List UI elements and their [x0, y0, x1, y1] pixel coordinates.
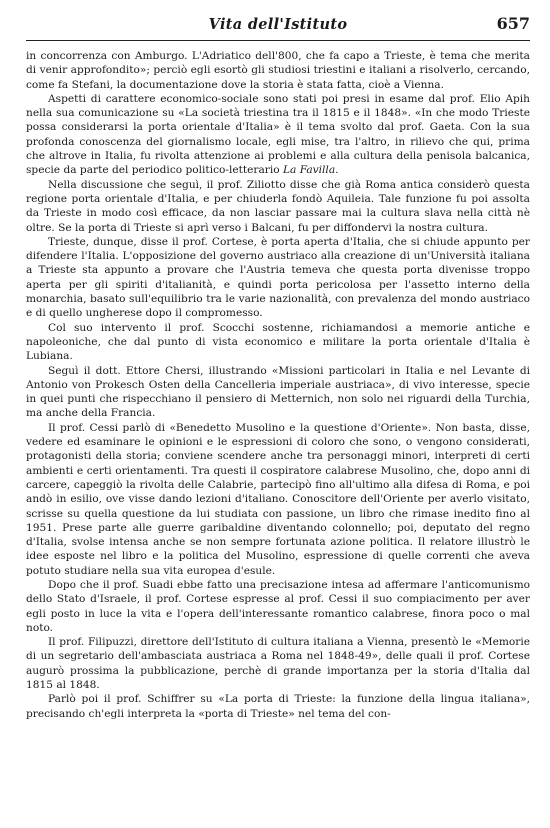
paragraph: Seguì il dott. Ettore Chersi, illustrando «Missioni particolari in Italia e nel Levante di Antonio von Prokesch Osten della Cancelleria imperiale austriaca», di vivo interesse, specie in quei punti che rispecchiano il pensiero di Metternich, non solo nei riguardi della Turchia, ma anche della Francia.: [26, 364, 530, 420]
paragraph: [26, 92, 530, 178]
paragraph: Trieste, dunque, disse il prof. Cortese, è porta aperta d'Italia, che si chiude appunto per difendere l'Italia. L'opposizione del governo austriaco alla creazione di un'Università italiana a Trieste sta appunto a provare che l'Austria temeva che questa porta divenisse troppo aperta per gli spiriti d'italianità, e quindi porta pericolosa per l'assetto interno della monarchia, basato sull'equilibrio tra le varie nazionalità, con prevalenza del mondo austriaco e di quello ungherese dopo il compromesso.: [26, 235, 530, 320]
body-text: [26, 49, 530, 721]
header-title: Vita dell'Istituto: [208, 16, 348, 33]
paragraph-end-punctuation: .: [335, 164, 339, 177]
document-page: [26, 14, 530, 721]
running-header: [26, 14, 530, 41]
page-number: 657: [496, 14, 530, 33]
paragraph-text: Aspetti di carattere economico-sociale sono stati poi presi in esame dal prof. Elio Apih nella sua comunicazione su «La società triestina tra il 1815 e il 1848». «In che modo Trieste possa considerarsi la porta orientale d'Italia» è il tema svolto dal prof. Gaeta. Con la sua profonda conoscenza del giornalismo locale, egli mise, tra l'altro, in rilievo che qui, prima che altrove in Italia, fu rivolta attenzione ai problemi e alla cultura della penisola balcanica, specie da parte del periodico politico-letterario: [26, 92, 530, 177]
periodical-title: La Favilla: [283, 164, 336, 177]
paragraph: Dopo che il prof. Suadi ebbe fatto una precisazione intesa ad affermare l'anticomunismo dello Stato d'Israele, il prof. Cortese espresse al prof. Cessi il suo compiacimento per aver egli posto in luce la vita e l'opera dell'interessante romantico calabrese, finora poco o mal noto.: [26, 578, 530, 634]
paragraph: Il prof. Cessi parlò di «Benedetto Musolino e la questione d'Oriente». Non basta, disse, vedere ed esaminare le opinioni e le espressioni di coloro che sono, o vengono considerati, protagonisti della storia; conviene scendere anche tra personaggi minori, interpreti di certi ambienti e certi orientamenti. Tra questi il cospiratore calabrese Musolino, che, dopo anni di carcere, capeggiò la rivolta delle Calabrie, partecipò fino all'ultimo alla difesa di Roma, e poi andò in esilio, ove visse dando lezioni d'italiano. Conoscitore dell'Oriente per averlo visitato, scrisse su quella questione da lui studiata con passione, un libro che rimase inedito fino al 1951. Prese parte alle guerre garibaldine diventando colonnello; poi, deputato del regno d'Italia, svolse intensa anche se non sempre fortunata azione politica. Il relatore illustrò le idee esposte nel libro e la politica del Musolino, espressione di quelle correnti che aveva potuto studiare nella sua vita europea d'esule.: [26, 421, 530, 577]
paragraph: Il prof. Filipuzzi, direttore dell'Istituto di cultura italiana a Vienna, presentò le «Memorie di un segretario dell'ambasciata austriaca a Roma nel 1848-49», delle quali il prof. Cortese augurò prossima la pubblicazione, perchè di grande importanza per la storia d'Italia dal 1815 al 1848.: [26, 636, 530, 692]
paragraph: Parlò poi il prof. Schiffrer su «La porta di Trieste: la funzione della lingua italiana», precisando ch'egli interpreta la «porta di Trieste» nel tema del con-: [26, 693, 530, 720]
paragraph: Nella discussione che seguì, il prof. Ziliotto disse che già Roma antica considerò questa regione porta orientale d'Italia, e per chiuderla fondò Aquileia. Tale funzione fu poi assolta da Trieste in modo così efficace, da non lasciar passare mai la cultura slava nella città nè oltre. Se la porta di Trieste si aprì verso i Balcani, fu per diffondervi la nostra cultura.: [26, 178, 530, 234]
paragraph: in concorrenza con Amburgo. L'Adriatico dell'800, che fa capo a Trieste, è tema che merita di venir approfondito»; perciò egli esortò gli studiosi triestini e italiani a risolverlo, cercando, come fa Stefani, la documentazione dove la storia è stata fatta, cioè a Vienna.: [26, 50, 530, 91]
paragraph: Col suo intervento il prof. Scocchi sostenne, richiamandosi a memorie antiche e napoleoniche, che dal punto di vista economico e militare la porta orientale d'Italia è Lubiana.: [26, 321, 530, 363]
